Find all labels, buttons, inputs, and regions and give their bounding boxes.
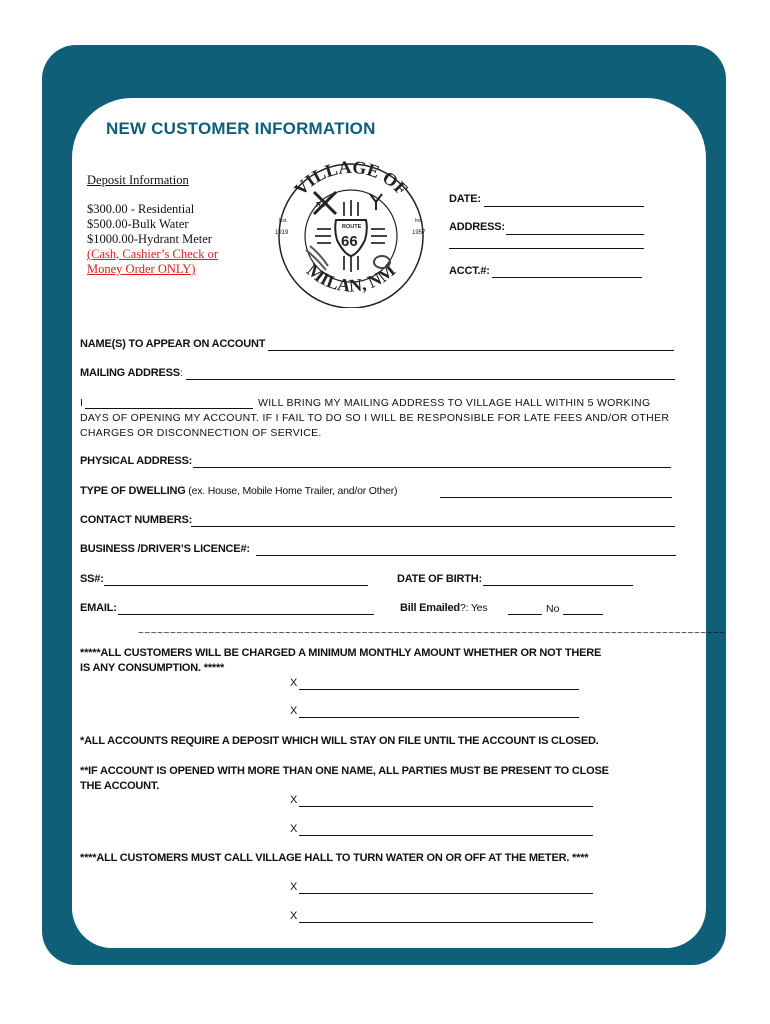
route-66-shield-icon [335,220,367,256]
address-field-line-2[interactable] [449,248,644,249]
seal-est-right: Inc. [415,218,424,224]
seal-bottom-text: MILAN, NM [302,259,400,296]
signature-x-3: X [290,794,298,806]
contact-label: CONTACT NUMBERS: [80,514,193,526]
date-label: DATE: [449,193,481,205]
notice-water: ****ALL CUSTOMERS MUST CALL VILLAGE HALL TO TURN WATER ON OR OFF AT THE METER. **** [80,852,589,864]
notice-minimum-1: *****ALL CUSTOMERS WILL BE CHARGED A MINIMUM MONTHLY AMOUNT WHETHER OR NOT THERE [80,647,602,659]
separator: ~~~~~~~~~~~~~~~~~~~~~~~~~~~~~~~~~~~~~~~~~~~~~~~~~~~~~~~~~~~~~~~~~~~~~~~~~~~~~~~~~~~~~~~~~~~~ [138,628,726,639]
bill-no-label: No [546,603,560,615]
address-label: ADDRESS: [449,221,505,233]
mailing-field[interactable] [186,379,675,380]
seal-year-left: 1919 [275,230,289,236]
notice-multi-2: THE ACCOUNT. [80,780,160,792]
ss-label: SS#: [80,573,104,585]
license-label: BUSINESS /DRIVER’S LICENCE#: [80,543,250,555]
route-number: 66 [341,233,358,250]
date-field[interactable] [484,206,644,207]
dob-field[interactable] [483,585,633,586]
route-text: ROUTE [342,224,362,230]
address-field-line-1[interactable] [506,234,644,235]
seal-year-right: 1957 [412,230,426,236]
signature-x-4: X [290,823,298,835]
bill-emailed-label: Bill Emailed?: Yes [400,602,488,614]
rr-text: R R [316,202,329,209]
form-title: NEW CUSTOMER INFORMATION [106,119,376,138]
mailing-label: MAILING ADDRESS: [80,367,183,379]
payment-note-2: Money Order ONLY) [87,262,196,276]
notice-minimum-2: IS ANY CONSUMPTION. ***** [80,662,225,674]
license-field[interactable] [256,555,676,556]
signature-x-5: X [290,881,298,893]
ss-field[interactable] [104,585,368,586]
pledge-text-1: WILL BRING MY MAILING ADDRESS TO VILLAGE HALL WITHIN 5 WORKING [258,397,651,409]
signature-line-5[interactable] [299,893,593,894]
pledge-text-2: DAYS OF OPENING MY ACCOUNT. IF I FAIL TO DO SO I WILL BE RESPONSIBLE FOR LATE FEES AND/OR OTHER [80,412,670,424]
payment-note-1: (Cash, Cashier’s Check or [87,247,218,261]
railroad-crossing-icon [314,192,336,214]
names-label: NAME(S) TO APPEAR ON ACCOUNT [80,338,266,350]
pledge-text-3: CHARGES OR DISCONNECTION OF SERVICE. [80,427,322,439]
signature-line-4[interactable] [299,835,593,836]
dwelling-field[interactable] [440,497,672,498]
signature-x-2: X [290,705,298,717]
notice-multi-1: **IF ACCOUNT IS OPENED WITH MORE THAN ONE NAME, ALL PARTIES MUST BE PRESENT TO CLOSE [80,765,609,777]
signature-line-3[interactable] [299,806,593,807]
dwelling-label: TYPE OF DWELLING (ex. House, Mobile Home Trailer, and/or Other) [80,485,398,497]
signature-line-1[interactable] [299,689,579,690]
village-seal-logo [266,158,436,308]
names-field[interactable] [268,350,674,351]
seal-est-left: Est. [279,218,288,224]
notice-deposit: *ALL ACCOUNTS REQUIRE A DEPOSIT WHICH WILL STAY ON FILE UNTIL THE ACCOUNT IS CLOSED. [80,735,599,747]
physical-label: PHYSICAL ADDRESS: [80,455,193,467]
pledge-line-1: I [80,397,84,409]
email-field[interactable] [118,614,374,615]
signature-line-2[interactable] [299,717,579,718]
acct-field[interactable] [492,277,642,278]
dob-label: DATE OF BIRTH: [397,573,482,585]
acct-label: ACCT.#: [449,265,490,277]
signature-line-6[interactable] [299,922,593,923]
deposit-heading: Deposit Information [87,173,189,187]
deposit-bulk-water: $500.00-Bulk Water [87,217,189,231]
seal-top-text: VILLAGE OF [290,158,412,200]
email-label: EMAIL: [80,602,117,614]
signature-x-1: X [290,677,298,689]
bill-yes-field[interactable] [508,614,542,615]
contact-field[interactable] [191,526,675,527]
signature-x-6: X [290,910,298,922]
antler-icon [370,194,382,210]
physical-field[interactable] [193,467,671,468]
deposit-residential: $300.00 - Residential [87,202,195,216]
bill-no-field[interactable] [563,614,603,615]
pledge-name-field[interactable] [85,408,253,409]
deposit-hydrant: $1000.00-Hydrant Meter [87,232,212,246]
